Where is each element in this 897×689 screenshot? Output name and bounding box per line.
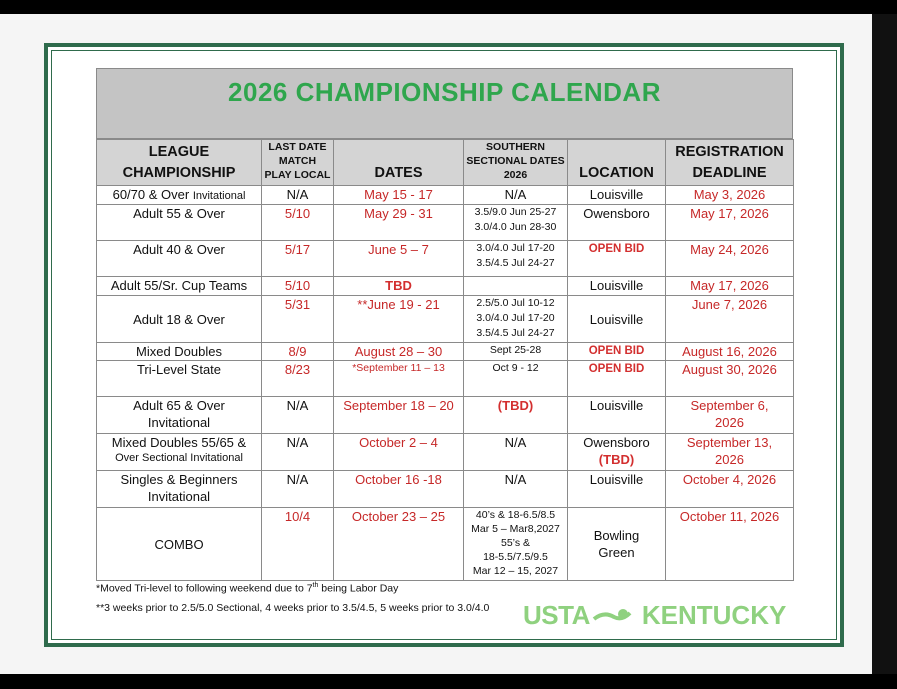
table-row (97, 241, 794, 277)
deadline-cell: October 4, 2026 (666, 471, 794, 508)
location-cell: Louisville (568, 186, 666, 205)
last-date-cell: N/A (262, 471, 334, 508)
location-cell: Owensboro (568, 205, 666, 241)
location-cell: OPEN BID (568, 343, 666, 361)
table-row (97, 296, 794, 343)
league-cell: Adult 65 & Over Invitational (97, 397, 262, 434)
league-cell: Mixed Doubles 55/65 & Over Sectional Invitational (97, 434, 262, 471)
sectional-cell: 2.5/5.0 Jul 10-12 3.0/4.0 Jul 17-20 3.5/4.5 Jul 24-27 (464, 296, 568, 343)
deadline-cell: October 11, 2026 (666, 508, 794, 581)
dates-cell: October 2 – 4 (334, 434, 464, 471)
league-cell: Adult 55/Sr. Cup Teams (97, 277, 262, 296)
sectional-cell: 40’s & 18-6.5/8.5 Mar 5 – Mar8,2027 55’s & 18-5.5/7.5/9.5 Mar 12 – 15, 2027 (464, 508, 568, 581)
sectional-cell (464, 277, 568, 296)
dates-cell: *September 11 – 13 (334, 361, 464, 397)
last-date-cell: 5/10 (262, 205, 334, 241)
last-date-cell: N/A (262, 434, 334, 471)
location-cell: Louisville (568, 296, 666, 343)
location-cell: Bowling Green (568, 508, 666, 581)
league-cell: 60/70 & Over Invitational (97, 186, 262, 205)
last-date-cell: N/A (262, 397, 334, 434)
usta-kentucky-logo (523, 600, 786, 631)
deadline-cell: May 3, 2026 (666, 186, 794, 205)
header-last-date: LAST DATE MATCH PLAY LOCAL (262, 140, 334, 186)
table-row (97, 397, 794, 434)
deadline-cell: June 7, 2026 (666, 296, 794, 343)
dates-cell: October 16 -18 (334, 471, 464, 508)
sectional-cell: Sept 25-28 (464, 343, 568, 361)
footnote-adult-18: **3 weeks prior to 2.5/5.0 Sectional, 4 weeks prior to 3.5/4.5, 5 weeks prior to 3.0/4.0 (96, 601, 490, 614)
last-date-cell: 8/23 (262, 361, 334, 397)
last-date-cell: 5/10 (262, 277, 334, 296)
table-row (97, 361, 794, 397)
table-header-row (97, 140, 794, 186)
last-date-cell: 8/9 (262, 343, 334, 361)
last-date-cell: 10/4 (262, 508, 334, 581)
screen-edge (872, 14, 897, 674)
footnotes (96, 576, 489, 618)
location-cell: OPEN BID (568, 241, 666, 277)
deadline-cell: May 24, 2026 (666, 241, 794, 277)
location-cell: OPEN BID (568, 361, 666, 397)
tennis-ball-swoosh-icon (592, 605, 632, 627)
sectional-cell: 3.5/9.0 Jun 25-27 3.0/4.0 Jun 28-30 (464, 205, 568, 241)
table-row (97, 205, 794, 241)
league-cell: Mixed Doubles (97, 343, 262, 361)
dates-cell: October 23 – 25 (334, 508, 464, 581)
sectional-cell: N/A (464, 186, 568, 205)
deadline-cell: May 17, 2026 (666, 277, 794, 296)
header-league: LEAGUE CHAMPIONSHIP (97, 140, 262, 186)
logo-usta-text: USTA (523, 600, 590, 630)
deadline-cell: August 16, 2026 (666, 343, 794, 361)
location-cell: Louisville (568, 397, 666, 434)
deadline-cell: September 6, 2026 (666, 397, 794, 434)
sectional-cell: N/A (464, 471, 568, 508)
last-date-cell: 5/31 (262, 296, 334, 343)
dates-cell: May 29 - 31 (334, 205, 464, 241)
last-date-cell: N/A (262, 186, 334, 205)
footnote-tri-level: *Moved Tri-level to following weekend due to 7th being Labor Day (96, 582, 399, 595)
location-cell: Louisville (568, 471, 666, 508)
header-registration: REGISTRATION DEADLINE (666, 140, 794, 186)
championship-table (96, 139, 794, 581)
table-row (97, 277, 794, 296)
header-sectional: SOUTHERN SECTIONAL DATES 2026 (464, 140, 568, 186)
location-cell: Louisville (568, 277, 666, 296)
dates-cell: May 15 - 17 (334, 186, 464, 205)
league-cell: Singles & Beginners Invitational (97, 471, 262, 508)
sectional-cell: 3.0/4.0 Jul 17-20 3.5/4.5 Jul 24-27 (464, 241, 568, 277)
dates-cell: **June 19 - 21 (334, 296, 464, 343)
table-row (97, 186, 794, 205)
deadline-cell: May 17, 2026 (666, 205, 794, 241)
location-cell: Owensboro (TBD) (568, 434, 666, 471)
dates-cell: August 28 – 30 (334, 343, 464, 361)
page-title: 2026 CHAMPIONSHIP CALENDAR (228, 77, 661, 107)
table-row (97, 471, 794, 508)
league-cell: COMBO (97, 508, 262, 581)
dates-cell: TBD (334, 277, 464, 296)
table-row (97, 434, 794, 471)
dates-cell: September 18 – 20 (334, 397, 464, 434)
league-cell: Tri-Level State (97, 361, 262, 397)
league-cell: Adult 40 & Over (97, 241, 262, 277)
table-row (97, 343, 794, 361)
dates-cell: June 5 – 7 (334, 241, 464, 277)
deadline-cell: August 30, 2026 (666, 361, 794, 397)
calendar-sheet (96, 68, 793, 581)
sectional-cell: (TBD) (464, 397, 568, 434)
logo-kentucky-text: KENTUCKY (641, 600, 787, 630)
sectional-cell: N/A (464, 434, 568, 471)
league-cell: Adult 55 & Over (97, 205, 262, 241)
header-dates: DATES (334, 140, 464, 186)
last-date-cell: 5/17 (262, 241, 334, 277)
league-cell: Adult 18 & Over (97, 296, 262, 343)
sectional-cell: Oct 9 - 12 (464, 361, 568, 397)
table-row (97, 508, 794, 581)
title-band (96, 68, 793, 139)
deadline-cell: September 13, 2026 (666, 434, 794, 471)
header-location: LOCATION (568, 140, 666, 186)
